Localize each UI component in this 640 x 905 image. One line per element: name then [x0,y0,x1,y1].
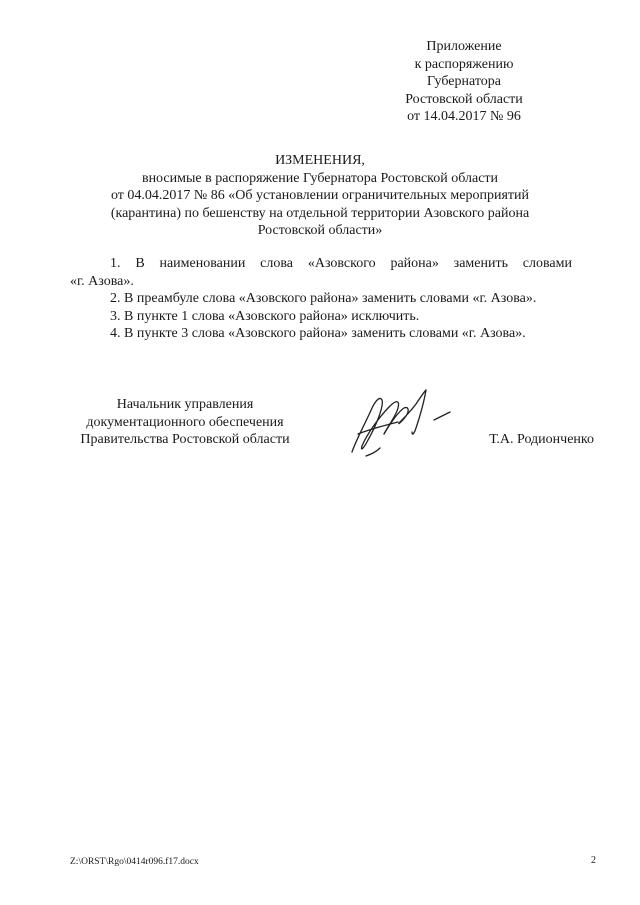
signer-position-line: Правительства Ростовской области [80,432,290,447]
appendix-header-line: от 14.04.2017 № 96 [407,109,521,124]
handwritten-signature [338,382,456,462]
signer-position [60,396,310,449]
document-title-line: (карантина) по бешенству на отдельной территории Азовского района [110,205,530,221]
document-title-line: Ростовской области» [257,223,383,238]
document-heading: ИЗМЕНЕНИЯ, [275,153,365,168]
document-title [60,152,580,240]
signer-position-line: документационного обеспечения [86,414,284,430]
amendment-item-1-continuation: «г. Азова». [70,273,134,289]
appendix-header-line: Ростовской области [405,91,523,107]
appendix-header-line: к распоряжению [414,56,514,72]
appendix-header-line: Губернатора [426,74,502,89]
amendment-item-1: 1. В наименовании слова «Азовского района» заменить словами [110,256,572,271]
amendment-item-2: 2. В преамбуле слова «Азовского района» заменить словами «г. Азова». [110,291,537,306]
document-title-line: от 04.04.2017 № 86 «Об установлении ограничительных мероприятий [110,188,529,203]
signer-position-line: Начальник управления [116,397,254,412]
amendment-item-4: 4. В пункте 3 слова «Азовского района» заменить словами «г. Азова». [110,326,526,341]
amendment-item-3: 3. В пункте 1 слова «Азовского района» исключить. [110,308,420,324]
footer-file-path: Z:\ORST\Rgo\0414r096.f17.docx [70,857,199,867]
page-number: 2 [591,855,596,866]
appendix-header [360,38,568,126]
amendment-items [70,255,572,343]
appendix-header-line: Приложение [426,39,502,54]
document-title-line: вносимые в распоряжение Губернатора Ростовской области [141,170,499,186]
signer-name: Т.А. Родионченко [489,432,594,447]
